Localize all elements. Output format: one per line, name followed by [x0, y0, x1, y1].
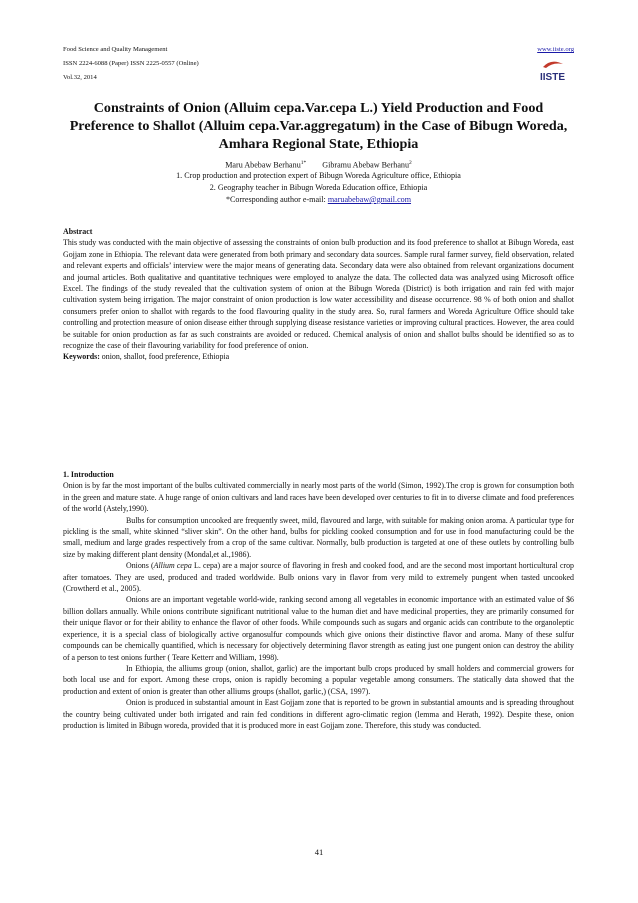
abstract-heading: Abstract: [63, 227, 93, 236]
journal-issn: ISSN 2224-6088 (Paper) ISSN 2225-0557 (Online): [63, 60, 199, 67]
author-2: Gibramu Abebaw Berhanu: [322, 160, 410, 170]
intro-p3-start: Onions (: [126, 561, 154, 571]
intro-paragraph-1: Onion is by far the most important of the bulbs cultivated commercially in nearly most parts of the world (Simon, 1992).The crop is grown for consumption both in the green and mature state. A huge range of onion cultivars and land races have been developed over centuries to fit in to diverse climate and food preferences of the world (Astely,1990).: [63, 481, 574, 514]
author-1: Maru Abebaw Berhanu: [225, 160, 301, 170]
keywords-text: onion, shallot, food preference, Ethiopia: [99, 352, 230, 362]
abstract-text: This study was conducted with the main objective of assessing the constraints of onion bulb production and its food preference to shallot at Bibugn Woreda, east Gojjam zone in Ethiopia. The relevant data were generated from both primary and secondary data sources. Sample rural farmer survey, field observation, related and relevant experts and officials’ interview were the major means of generating data. Secondary data were also obtained from relevant organizations document and journal articles. Both qualitative and quantitative techniques were employed to analyze the data. The collected data was analyzed using Microsoft office Excel. The findings of the study revealed that the cultivation system of onion at the Bibugn Woreda (District) is both irrigation and rain fed with major cultivation system being irrigation. The major constraint of onion production is low water accessibility and disease occurrence. 98 % of both onion and shallot consumers prefer onion to shallot with regards to the food flavouring quality in the study area. So, rural farmers and Woreda Agriculture Office should take controlling and protection measure of onion disease either through supplying disease resistance varieties or improving cultural practices. However, the area could be suitable for onion production as far as such constraints are avoided or reduced. Chemical analysis of onion and shallot bulbs should be identified so as to recognize the case of their flavouring variability for food preference of onion.: [63, 238, 574, 351]
author-2-mark: 2: [409, 160, 412, 166]
intro-paragraph-2: Bulbs for consumption uncooked are frequently sweet, mild, flavoured and large, with suitable for making onion aroma. A particular type for pickling is the small, white skinned “sliver skin”. On the other hand, bulbs for pickling cooked consumption and for use in food manufacturing could be the small, medium and large grades respectively from a crop of the same cultivar. Normally, bulb production is targeted at one of these outlets by controlling bulb size by making different plant density (Mondal,et al.,1986).: [63, 515, 574, 559]
keywords-label: Keywords:: [63, 352, 100, 362]
intro-paragraph-6: Onion is produced in substantial amount in East Gojjam zone that is reported to be grown in substantial amounts and is spreading throughout the country being cultivated under both irrigated and rain fed conditions in different agro-climatic region (lemma and Herath, 1992). Despite these, onion production is limited in Bibugn woreda, provided that it is produced more in east Gojjam zone. Therefore, this study was conducted.: [63, 698, 574, 730]
keywords-line: [63, 351, 574, 362]
author-1-mark: 1*: [300, 160, 307, 166]
author-email-link[interactable]: maruabebaw@gmail.com: [327, 195, 412, 204]
page-header: [63, 44, 574, 96]
journal-name: Food Science and Quality Management: [63, 46, 168, 53]
intro-paragraph-4: Onions are an important vegetable world-wide, ranking second among all vegetables in economic importance with an estimated value of $6 billion dollars annually. While onions contribute significant nutritional value to the human diet and have medicinal properties, they are primarily consumed for their unique flavor or for their ability to enhance the flavor of other foods. While compounds such as sugars and organic acids can contribute to the organoleptic experience, it is a special class of biologically active organosulfur compounds which give onions their distinctive flavor and aroma. Many of these sulfur compounds can be chemically quantified, which is necessary for objectively determining flavor strength as eating just one pungent onion can destroy the ability of a person to test onions further ( Teare Ketterr and William, 1998).: [63, 595, 574, 662]
introduction-section: [63, 469, 574, 731]
journal-volume: Vol.32, 2014: [63, 74, 97, 81]
iiste-logo: [513, 58, 565, 84]
logo-text: IISTE: [540, 72, 565, 83]
intro-paragraph-3: [63, 560, 574, 594]
abstract-section: [63, 226, 574, 363]
species-name: Allium cepa: [153, 561, 192, 571]
affiliation-1: 1. Crop production and protection expert of Bibugn Woreda Agriculture office, Ethiopia: [176, 171, 461, 180]
journal-url-link[interactable]: www.iiste.org: [537, 46, 574, 53]
paper-title: Constraints of Onion (Alluim cepa.Var.cepa L.) Yield Production and Food Preference to Shallot (Alluim cepa.Var.aggregatum) in the Case of Bibugn Woreda, Amhara Regional State, Ethiopia: [69, 100, 568, 152]
page-number: 41: [314, 847, 324, 857]
intro-paragraph-5: In Ethiopia, the alliums group (onion, shallot, garlic) are the important bulb crops produced by small holders and commercial growers for both local use and for export. Among these crops, onion is rapidly becoming a popular vegetable among consumers. The statically data showed that the production and extent of onion is greater than other alliums groups (shallot, garlic,) (CSA, 1997).: [63, 663, 574, 696]
introduction-heading: 1. Introduction: [63, 470, 114, 479]
corresponding-author: [63, 194, 574, 206]
intro-p3-rest: L. cepa) are a major source of flavoring in fresh and cooked food, and are the second most important horticultural crop after tomatoes. They are used, produced and traded worldwide. Bulb onions vary in flavor from very mild to extremely pungent when tasted uncooked (Crowtherd et al., 2005).: [63, 561, 574, 594]
affiliation-2: 2. Geography teacher in Bibugn Woreda Education office, Ethiopia: [209, 183, 428, 192]
corresponding-label: *Corresponding author e-mail:: [225, 195, 328, 204]
